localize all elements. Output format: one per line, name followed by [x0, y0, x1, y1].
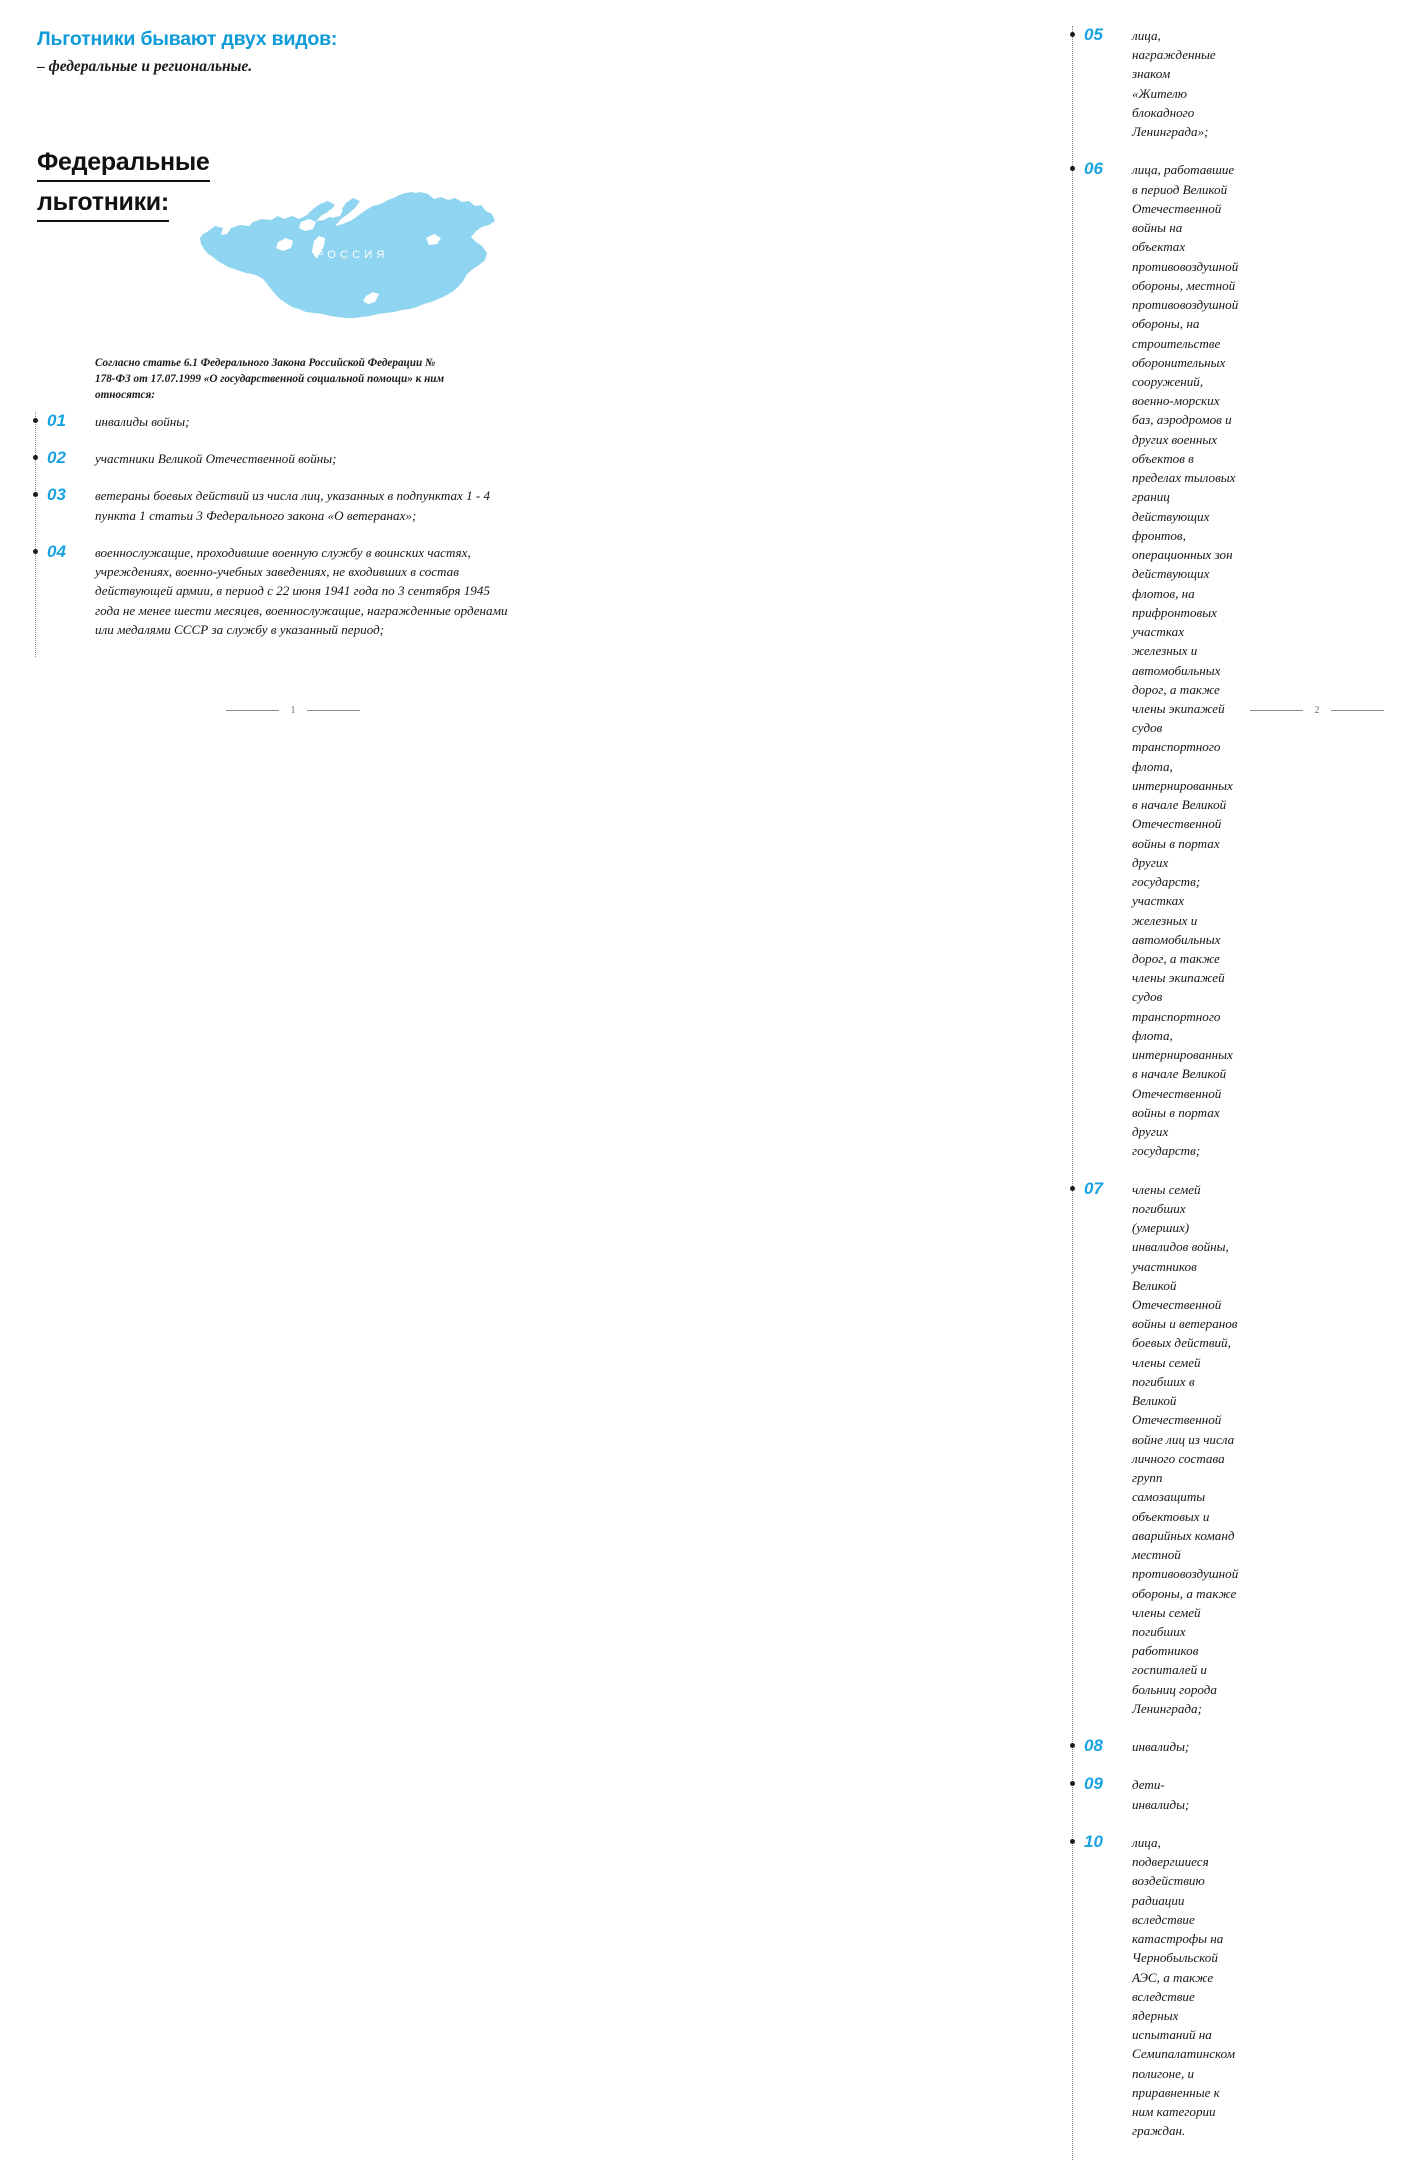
bullet-icon — [1070, 1743, 1075, 1748]
list-item[interactable] — [0, 412, 512, 431]
list-item[interactable] — [512, 1178, 1239, 1719]
list-item-text: дети-инвалиды; — [1132, 1777, 1190, 1812]
bullet-icon — [1070, 1186, 1075, 1191]
bullet-icon — [1070, 1781, 1075, 1786]
list-item[interactable] — [512, 1736, 1190, 1756]
bullet-icon — [33, 418, 38, 423]
list-item-text: лица, работавшие в период Великой Отечественной войны на объектах противовоздушной обороны, местной противовоздушной обороны, на строительстве оборонительных сооружений, военно-морских баз, аэродромов и других военных объектов в пределах тыловых границ действующих фронтов, операционных зон действующих флотов, на прифронтовых участках железных и автомобильных дорог, а также члены экипажей судов транспортного флота, интернированных в начале Великой Отечественной войны в портах других государств; участках железных и автомобильных дорог, а также члены экипажей судов транспортного флота, интернированных в начале Великой Отечественной войны в портах других государств; — [1132, 162, 1239, 1159]
bullet-icon — [1070, 32, 1075, 37]
footer-rule-right — [307, 710, 360, 711]
bullet-icon — [1070, 166, 1075, 171]
bullet-icon — [33, 549, 38, 554]
list-item[interactable] — [0, 449, 512, 468]
federal-beneficiaries-list-left — [0, 412, 512, 657]
list-item-number: 03 — [47, 485, 66, 505]
list-item-number: 09 — [1084, 1774, 1103, 1794]
footer-rule-right — [1331, 710, 1384, 711]
left-page — [0, 0, 512, 726]
section-heading-line-2: льготники: — [37, 186, 169, 222]
list-item-number: 06 — [1084, 159, 1103, 179]
page-title: Льготники бывают двух видов: — [37, 28, 338, 50]
list-item[interactable] — [0, 486, 512, 524]
list-item-number: 10 — [1084, 1831, 1103, 1851]
list-item-text: лица, награжденные знаком «Жителю блокадного Ленинграда»; — [1132, 28, 1216, 140]
footer-rule-left — [1250, 710, 1303, 711]
list-item-number: 08 — [1084, 1736, 1103, 1756]
list-item-number: 07 — [1084, 1178, 1103, 1198]
bullet-icon — [33, 455, 38, 460]
list-item-number: 01 — [47, 411, 66, 430]
map-country-label: РОССИЯ — [316, 249, 389, 261]
russia-map-icon — [183, 186, 499, 341]
list-item-text: военнослужащие, проходившие военную службу в воинских частях, учреждениях, военно-учебных заведениях, не входивших в состав действующей армии, в период с 22 июня 1941 года по 3 сентября 1945 года не менее шести месяцев, военнослужащие, награжденные орденами или медалями СССР за службу в указанный период; — [95, 544, 508, 637]
footer-rule-left — [226, 710, 279, 711]
list-item-text: ветераны боевых действий из числа лиц, указанных в подпунктах 1 - 4 пункта 1 статьи 3 Федерального закона «О ветеранах»; — [95, 488, 491, 523]
list-item[interactable] — [0, 543, 512, 639]
list-item[interactable] — [512, 25, 1216, 141]
section-heading-line-1: Федеральные — [37, 146, 210, 182]
list-item-text: члены семей погибших (умерших) инвалидов войны, участников Великой Отечественной войны и ветеранов боевых действий, члены семей погибших в Великой Отечественной войне лиц из числа личного состава групп самозащиты объектовых и аварийных команд местной противовоздушной обороны, а также члены семей погибших работников госпиталей и больниц города Ленинграда; — [1132, 1181, 1239, 1716]
list-item-text: инвалиды; — [1132, 1739, 1190, 1755]
list-item-number: 02 — [47, 448, 66, 468]
list-item-number: 04 — [47, 541, 66, 561]
list-item-text: лица, подвергшиеся воздействию радиации вследствие катастрофы на Чернобыльской АЭС, а также вследствие ядерных испытаний на Семипалатинском полигоне, и приравненные к ним категории граждан. — [1132, 1834, 1236, 2139]
list-item[interactable] — [512, 159, 1239, 1160]
federal-beneficiaries-list-right — [512, 25, 1239, 2160]
page-number: 2 — [1314, 705, 1320, 716]
page-footer-left — [203, 705, 383, 716]
list-item[interactable] — [512, 1774, 1190, 1813]
list-item-number: 05 — [1084, 25, 1103, 44]
list-item-text: участники Великой Отечественной войны; — [95, 451, 337, 467]
bullet-icon — [33, 492, 38, 497]
page-footer-right — [1227, 705, 1407, 716]
list-item-text: инвалиды войны; — [95, 414, 190, 429]
legal-citation: Согласно статье 6.1 Федерального Закона Российской Федерации № 178-ФЗ от 17.07.1999 «О государственной социальной помощи» к ним относятся: — [95, 357, 445, 401]
right-page — [512, 0, 1320, 2139]
list-item[interactable] — [512, 1831, 1236, 2141]
page-subtitle: – федеральные и региональные. — [37, 58, 253, 75]
russia-map-illustration — [183, 186, 499, 341]
bullet-icon — [1070, 1839, 1075, 1844]
page-number: 1 — [290, 705, 296, 716]
